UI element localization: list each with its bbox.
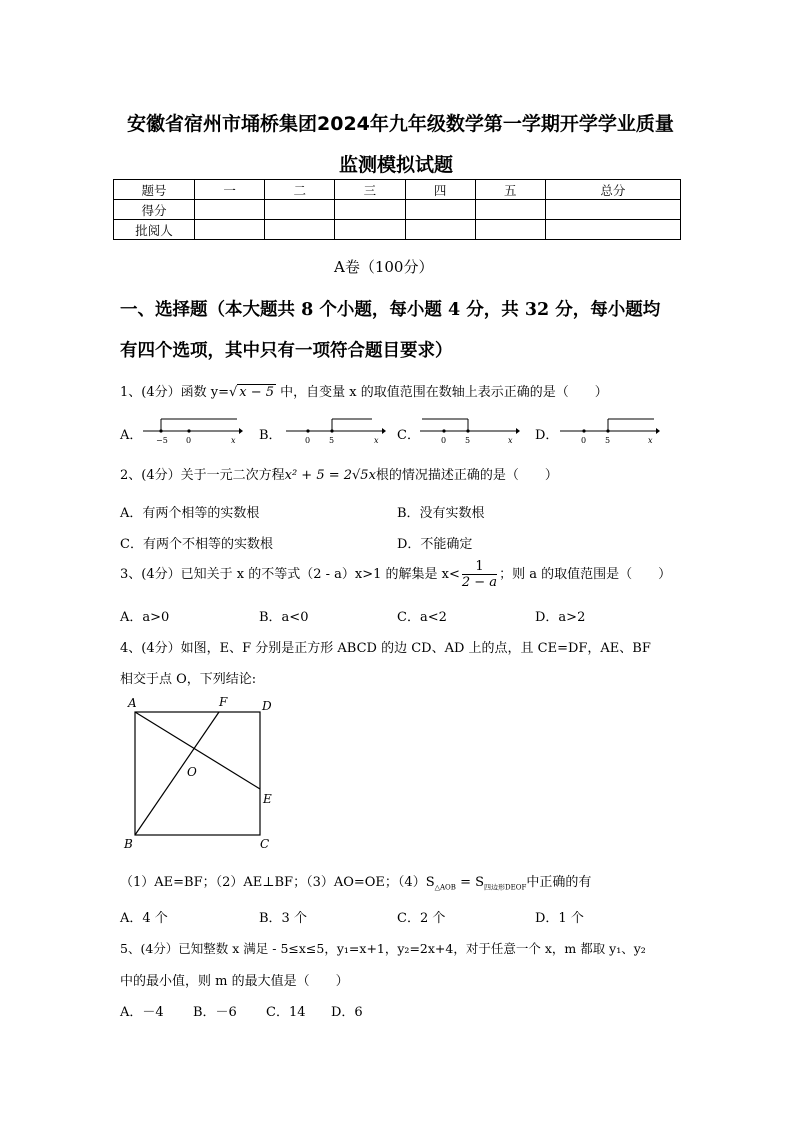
question-5-line1: 5、(4分）已知整数 x 满足 - 5≤x≤5，y₁=x+1，y₂=2x+4，对于任意一个 x，m 都取 y₁、y₂ [120,941,646,956]
tick-label: x [374,436,379,445]
tick-label: 5 [465,436,471,445]
label-d: D [262,699,272,713]
option-2c[interactable]: C．有两个不相等的实数根 [120,537,273,552]
section-header-line1: 一、选择题（本大题共 8 个小题，每小题 4 分，共 32 分，每小题均 [120,300,661,320]
square-figure [120,692,280,852]
square-abcd [135,712,260,835]
area-subscript: △AOB [434,883,456,892]
number-line-c[interactable] [416,412,520,446]
table-row-label: 批阅人 [114,220,195,240]
tick-label: x [508,436,513,445]
point-marker [582,429,585,432]
number-line-a[interactable] [139,412,243,446]
option-3b[interactable]: B．a<0 [259,610,309,625]
conclusions-suffix: 中正确的有 [526,875,592,890]
option-1b-label[interactable]: B． [259,428,282,443]
number-line-d[interactable] [556,412,660,446]
question-2-suffix: 根的情况描述正确的是（ ） [375,468,558,483]
table-header-cell: 总分 [545,180,680,200]
tick-label: −5 [156,436,168,445]
tick-label: 0 [305,436,311,445]
label-c: C [260,837,270,851]
fraction [462,559,497,590]
point-marker [606,429,609,432]
table-row-label: 得分 [114,200,195,220]
table-header-cell: 一 [195,180,265,200]
area-symbol: S [425,875,435,890]
label-e: E [263,792,272,806]
table-header-cell: 四 [405,180,475,200]
question-4-conclusions [120,871,591,893]
score-cell[interactable] [475,200,545,220]
score-table [113,179,681,240]
score-cell[interactable] [545,200,680,220]
point-marker [330,429,333,432]
option-5d[interactable]: D．6 [331,1005,363,1020]
option-1c-label[interactable]: C． [397,428,420,443]
option-3d[interactable]: D．a>2 [535,610,586,625]
point-marker [442,429,445,432]
question-1-radicand: x − 5 [239,385,275,400]
grader-cell[interactable] [335,220,405,240]
option-1a-label[interactable]: A． [120,428,143,443]
tick-label: 0 [581,436,587,445]
point-marker [466,429,469,432]
table-header-cell: 题号 [114,180,195,200]
equals-sign: = [455,875,476,890]
label-b: B [124,837,133,851]
option-2b[interactable]: B．没有实数根 [397,506,485,521]
grader-cell[interactable] [195,220,265,240]
tick-label: x [231,436,236,445]
option-1d-label[interactable]: D． [535,428,559,443]
score-cell[interactable] [335,200,405,220]
label-o: O [187,765,197,779]
grader-cell[interactable] [475,220,545,240]
exam-title-line2: 监测模拟试题 [339,154,454,176]
score-cell[interactable] [405,200,475,220]
question-1-prefix: 1、(4分）函数 y= [120,385,229,400]
exam-title-line1: 安徽省宿州市埇桥集团2024年九年级数学第一学期开学学业质量 [127,113,674,135]
score-table-row [114,220,681,240]
volume-title: A卷（100分） [334,258,434,276]
question-2-equation: x² + 5 = 2√5x [284,468,376,483]
area-symbol: S [475,875,485,890]
score-cell[interactable] [195,200,265,220]
question-4-line1: 4、(4分）如图，E、F 分别是正方形 ABCD 的边 CD、AD 上的点，且 CE=DF，AE、BF [120,641,651,656]
conclusions-prefix: （1）AE=BF；（2）AE⊥BF；（3）AO=OE；（4） [120,875,426,890]
option-5b[interactable]: B．－6 [193,1005,237,1020]
axis-arrow [516,428,520,434]
label-a: A [128,696,137,710]
number-line-b[interactable] [282,412,386,446]
table-header-cell: 三 [335,180,405,200]
question-1 [120,381,608,400]
question-3-suffix: ；则 a 的取值范围是（ ） [499,567,672,582]
option-2d[interactable]: D．不能确定 [397,537,473,552]
score-table-row [114,200,681,220]
question-1-suffix: 中，自变量 x 的取值范围在数轴上表示正确的是（ ） [276,385,608,400]
point-marker [187,429,190,432]
option-4b[interactable]: B．3 个 [259,911,307,926]
area-subscript: 四边形DEOF [484,883,527,892]
tick-label: 5 [329,436,335,445]
label-f: F [219,695,228,709]
option-4d[interactable]: D．1 个 [535,911,584,926]
question-2 [120,464,558,483]
fraction-numerator: 1 [462,559,497,575]
score-cell[interactable] [265,200,335,220]
option-3c[interactable]: C．a<2 [397,610,447,625]
score-table-header-row [114,180,681,200]
option-2a[interactable]: A．有两个相等的实数根 [120,506,260,521]
table-header-cell: 五 [475,180,545,200]
fraction-denominator: 2 − a [461,575,498,590]
tick-label: x [648,436,653,445]
tick-label: 0 [441,436,447,445]
option-3a[interactable]: A．a>0 [120,610,170,625]
option-5a[interactable]: A．－4 [120,1005,164,1020]
segment-bf [135,712,219,835]
axis-arrow [239,428,243,434]
segment-ae [135,712,260,789]
option-4c[interactable]: C．2 个 [397,911,446,926]
axis-arrow [382,428,386,434]
option-5c[interactable]: C．14 [266,1005,306,1020]
axis-arrow [656,428,660,434]
sqrt-sign: √ [228,385,238,400]
question-5-line2: 中的最小值，则 m 的最大值是（ ） [120,974,349,989]
question-3 [120,559,671,590]
option-4a[interactable]: A．4 个 [120,911,168,926]
grader-cell[interactable] [545,220,680,240]
point-marker [159,429,162,432]
question-2-prefix: 2、(4分）关于一元二次方程 [120,468,285,483]
grader-cell[interactable] [405,220,475,240]
section-header-line2: 有四个选项，其中只有一项符合题目要求） [120,341,453,361]
point-marker [306,429,309,432]
question-3-prefix: 3、(4分）已知关于 x 的不等式（2 - a）x>1 的解集是 x< [120,567,460,582]
tick-label: 5 [605,436,611,445]
table-header-cell: 二 [265,180,335,200]
grader-cell[interactable] [265,220,335,240]
question-4-line2: 相交于点 O，下列结论: [120,672,257,687]
tick-label: 0 [186,436,192,445]
